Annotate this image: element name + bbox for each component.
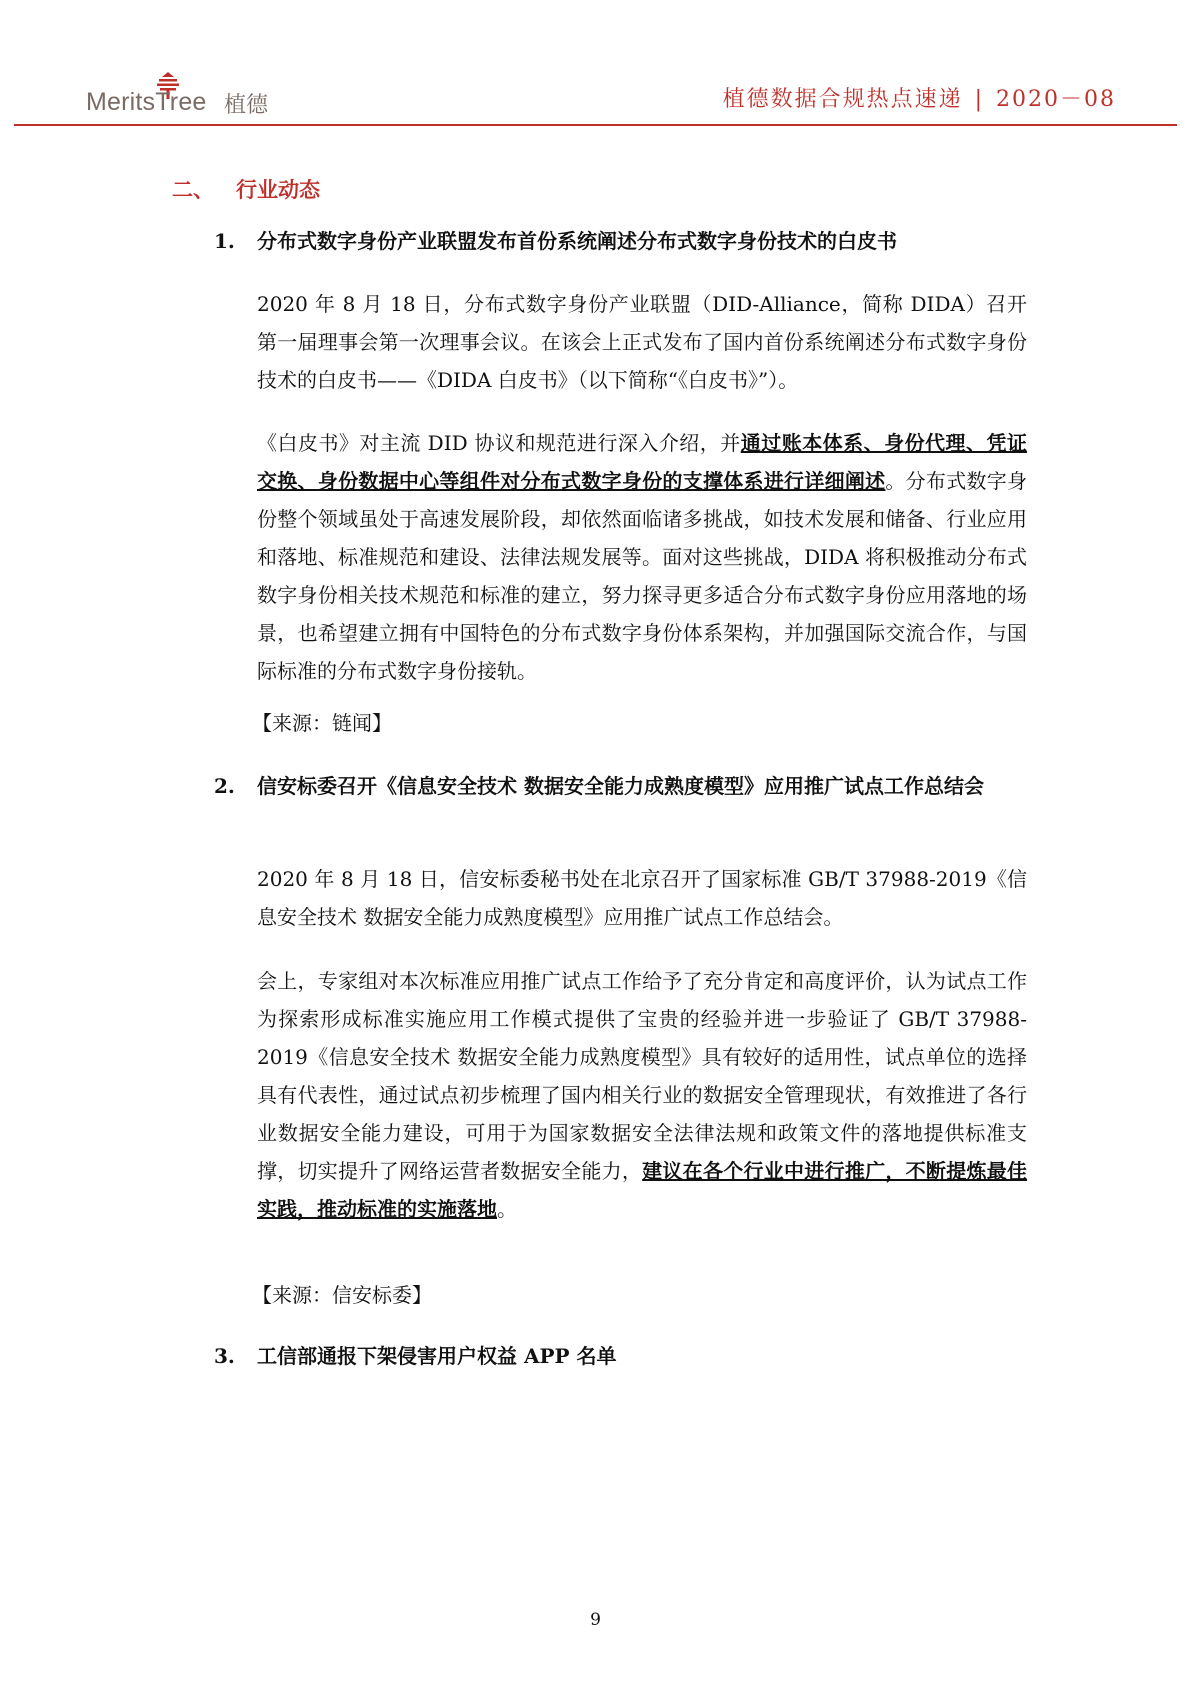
item-title: 工信部通报下架侵害用户权益 APP 名单	[257, 1344, 617, 1368]
header-title	[723, 82, 1116, 113]
emphasized-text: 建议在各个行业中进行推广，不断提炼最佳实践，推动标准的实施落地	[257, 1159, 1028, 1221]
item-heading-3	[214, 1337, 1034, 1375]
page-header	[0, 0, 1191, 130]
paragraph	[257, 424, 1027, 690]
paragraph-text: 。分布式数字身份整个领域虽处于高速发展阶段，却依然面临诸多挑战，如技术发展和储备、行业应用和落地、标准规范和建设、法律法规发展等。面对这些挑战，DIDA 将积极推动分布式数字身份相关技术规范和标准的建立，努力探寻更多适合分布式数字身份应用落地的场景，也希望建立拥有中国特色的分布式数字身份体系架构，并加强国际交流合作，与国际标准的分布式数字身份接轨。	[257, 469, 1028, 683]
logo-chinese-text: 植德	[224, 93, 269, 118]
page-number: 9	[590, 1610, 601, 1630]
paragraph-text: 会上，专家组对本次标准应用推广试点工作给予了充分肯定和高度评价，认为试点工作为探索形成标准实施应用工作模式提供了宝贵的经验并进一步验证了 GB/T 37988-2019《信息安全技术 数据安全能力成熟度模型》具有较好的适用性，试点单位的选择具有代表性，通过试点初步梳理了国内相关行业的数据安全管理现状，有效推进了各行业数据安全能力建设，可用于为国家数据安全法律法规和政策文件的落地提供标准支撑，切实提升了网络运营者数据安全能力，	[257, 969, 1027, 1183]
item-title: 信安标委召开《信息安全技术 数据安全能力成熟度模型》应用推广试点工作总结会	[257, 774, 984, 798]
paragraph: 2020 年 8 月 18 日，分布式数字身份产业联盟（DID-Alliance，简称 DIDA）召开第一届理事会第一次理事会议。在该会上正式发布了国内首份系统阐述分布式数字身份技术的白皮书——《DIDA 白皮书》（以下简称“《白皮书》”）。	[257, 292, 1027, 392]
newsletter-date: 2020－08	[996, 87, 1116, 112]
header-separator: |	[974, 87, 985, 112]
merits-tree-logo	[86, 70, 286, 120]
section-heading	[172, 174, 320, 204]
item-number: 1.	[214, 229, 235, 253]
source-note: 【来源：链闻】	[252, 711, 392, 735]
newsletter-title: 植德数据合规热点速递	[722, 87, 963, 112]
source-note: 【来源：信安标委】	[252, 1283, 432, 1307]
section-title: 行业动态	[236, 177, 320, 202]
item-title: 分布式数字身份产业联盟发布首份系统阐述分布式数字身份技术的白皮书	[257, 229, 897, 253]
header-divider	[14, 124, 1177, 126]
paragraph	[257, 962, 1027, 1228]
item-heading-2	[214, 767, 1034, 805]
section-number: 二、	[172, 177, 214, 202]
paragraph-text: 《白皮书》对主流 DID 协议和规范进行深入介绍，并	[257, 431, 741, 455]
paragraph-text: 。	[497, 1197, 517, 1221]
item-heading-1	[214, 222, 1034, 260]
item-number: 2.	[214, 774, 235, 798]
logo-text: MeritsTree	[86, 88, 207, 116]
emphasized-text: 通过账本体系、身份代理、凭证交换、身份数据中心等组件对分布式数字身份的支撑体系进行详细阐述	[257, 431, 1028, 493]
paragraph: 2020 年 8 月 18 日，信安标委秘书处在北京召开了国家标准 GB/T 37988-2019《信息安全技术 数据安全能力成熟度模型》应用推广试点工作总结会。	[257, 867, 1027, 929]
item-number: 3.	[214, 1344, 235, 1368]
